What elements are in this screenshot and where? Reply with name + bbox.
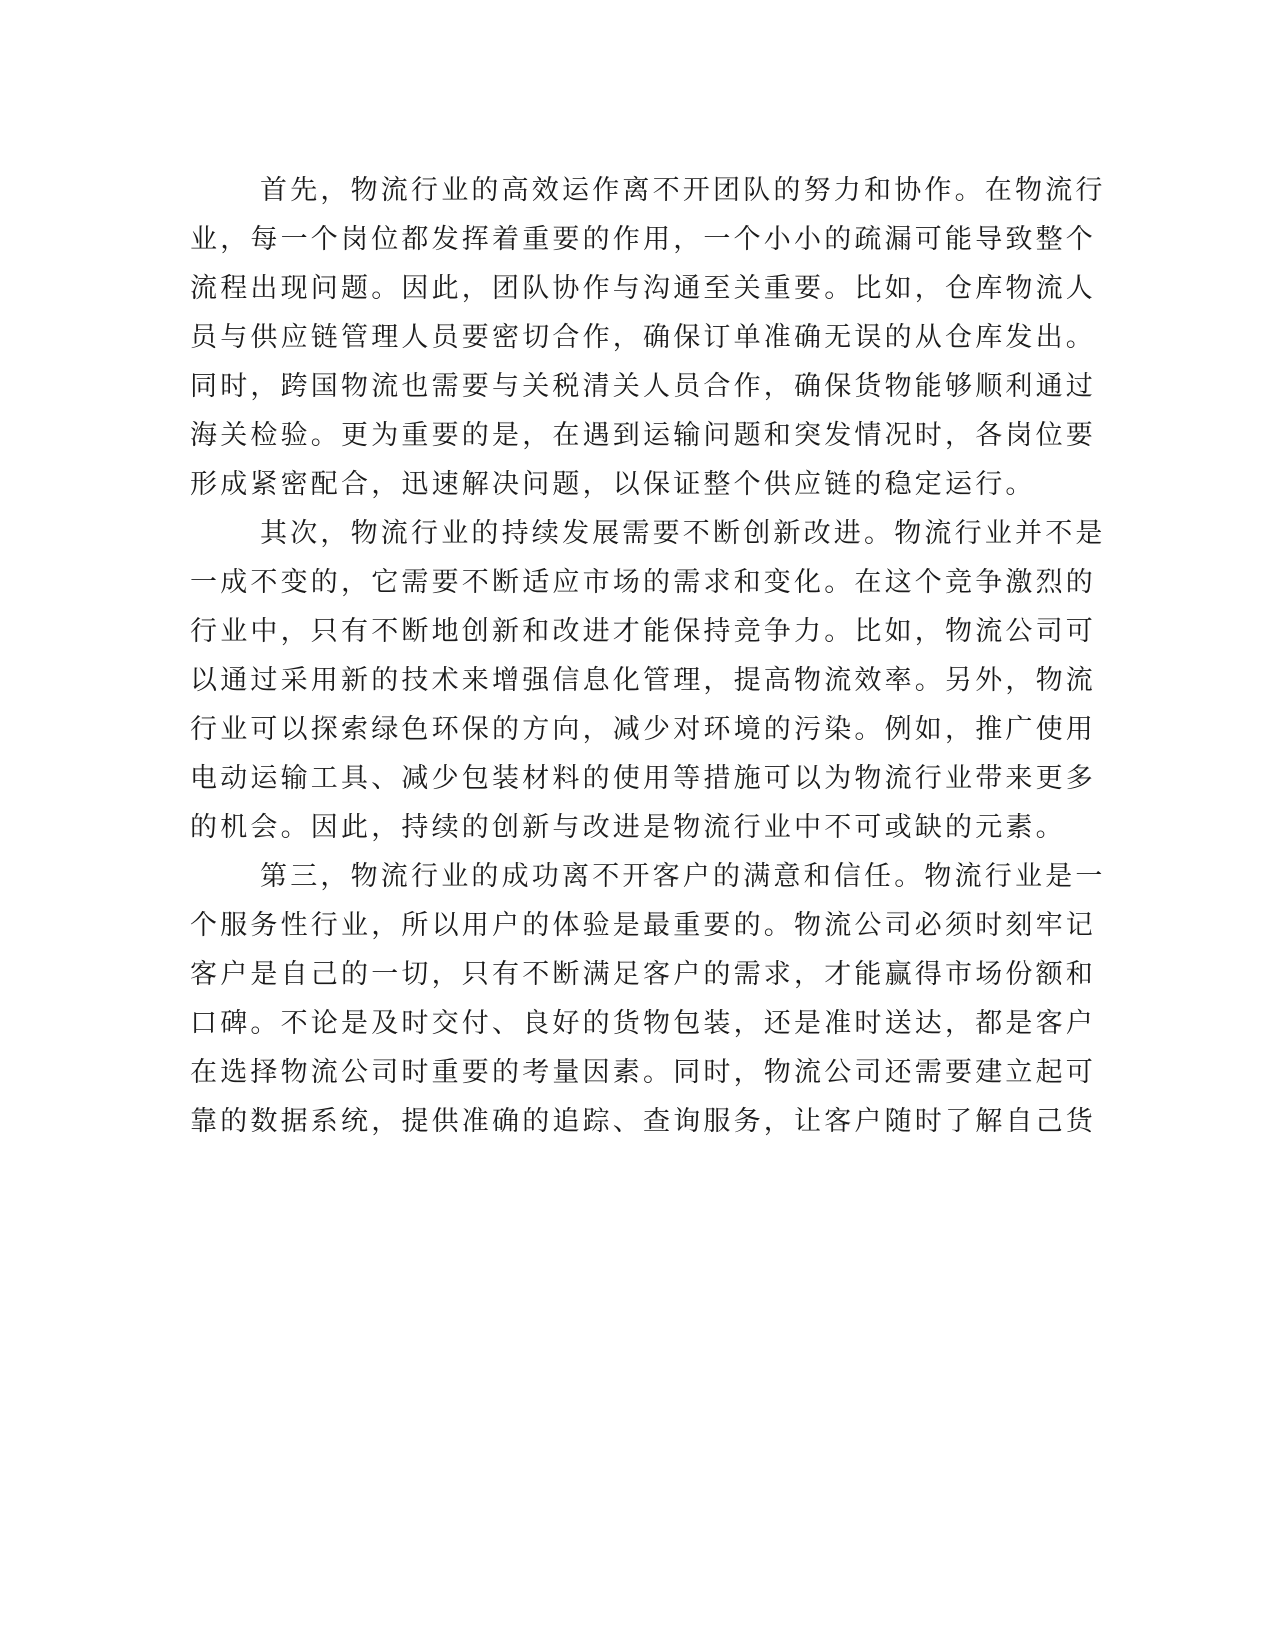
text-line: 首先，物流行业的高效运作离不开团队的努力和协作。在物流行 <box>260 175 1106 206</box>
text-line: 口碑。不论是及时交付、良好的货物包装，还是准时送达，都是客户 <box>190 1008 1096 1039</box>
text-line: 电动运输工具、减少包装材料的使用等措施可以为物流行业带来更多 <box>190 763 1096 794</box>
text-line: 海关检验。更为重要的是，在遇到运输问题和突发情况时，各岗位要 <box>190 420 1096 451</box>
text-line: 一成不变的，它需要不断适应市场的需求和变化。在这个竞争激烈的 <box>190 567 1096 598</box>
paragraph-customer <box>190 852 1106 1146</box>
text-line: 业，每一个岗位都发挥着重要的作用，一个小小的疏漏可能导致整个 <box>190 224 1096 255</box>
text-line: 行业可以探索绿色环保的方向，减少对环境的污染。例如，推广使用 <box>190 714 1096 745</box>
paragraph-innovation <box>190 509 1106 852</box>
text-line: 行业中，只有不断地创新和改进才能保持竞争力。比如，物流公司可 <box>190 616 1096 647</box>
text-line: 个服务性行业，所以用户的体验是最重要的。物流公司必须时刻牢记 <box>190 910 1096 941</box>
text-line: 以通过采用新的技术来增强信息化管理，提高物流效率。另外，物流 <box>190 665 1096 696</box>
text-line: 靠的数据系统，提供准确的追踪、查询服务，让客户随时了解自己货 <box>190 1106 1096 1137</box>
document-body <box>190 166 1106 1146</box>
text-line: 其次，物流行业的持续发展需要不断创新改进。物流行业并不是 <box>260 518 1106 549</box>
text-line: 第三，物流行业的成功离不开客户的满意和信任。物流行业是一 <box>260 861 1106 892</box>
text-line: 的机会。因此，持续的创新与改进是物流行业中不可或缺的元素。 <box>190 812 1066 843</box>
text-line: 客户是自己的一切，只有不断满足客户的需求，才能赢得市场份额和 <box>190 959 1096 990</box>
paragraph-teamwork <box>190 166 1106 509</box>
text-line: 同时，跨国物流也需要与关税清关人员合作，确保货物能够顺利通过 <box>190 371 1096 402</box>
text-line: 员与供应链管理人员要密切合作，确保订单准确无误的从仓库发出。 <box>190 322 1096 353</box>
text-line: 形成紧密配合，迅速解决问题，以保证整个供应链的稳定运行。 <box>190 469 1036 500</box>
text-line: 在选择物流公司时重要的考量因素。同时，物流公司还需要建立起可 <box>190 1057 1096 1088</box>
text-line: 流程出现问题。因此，团队协作与沟通至关重要。比如，仓库物流人 <box>190 273 1096 304</box>
